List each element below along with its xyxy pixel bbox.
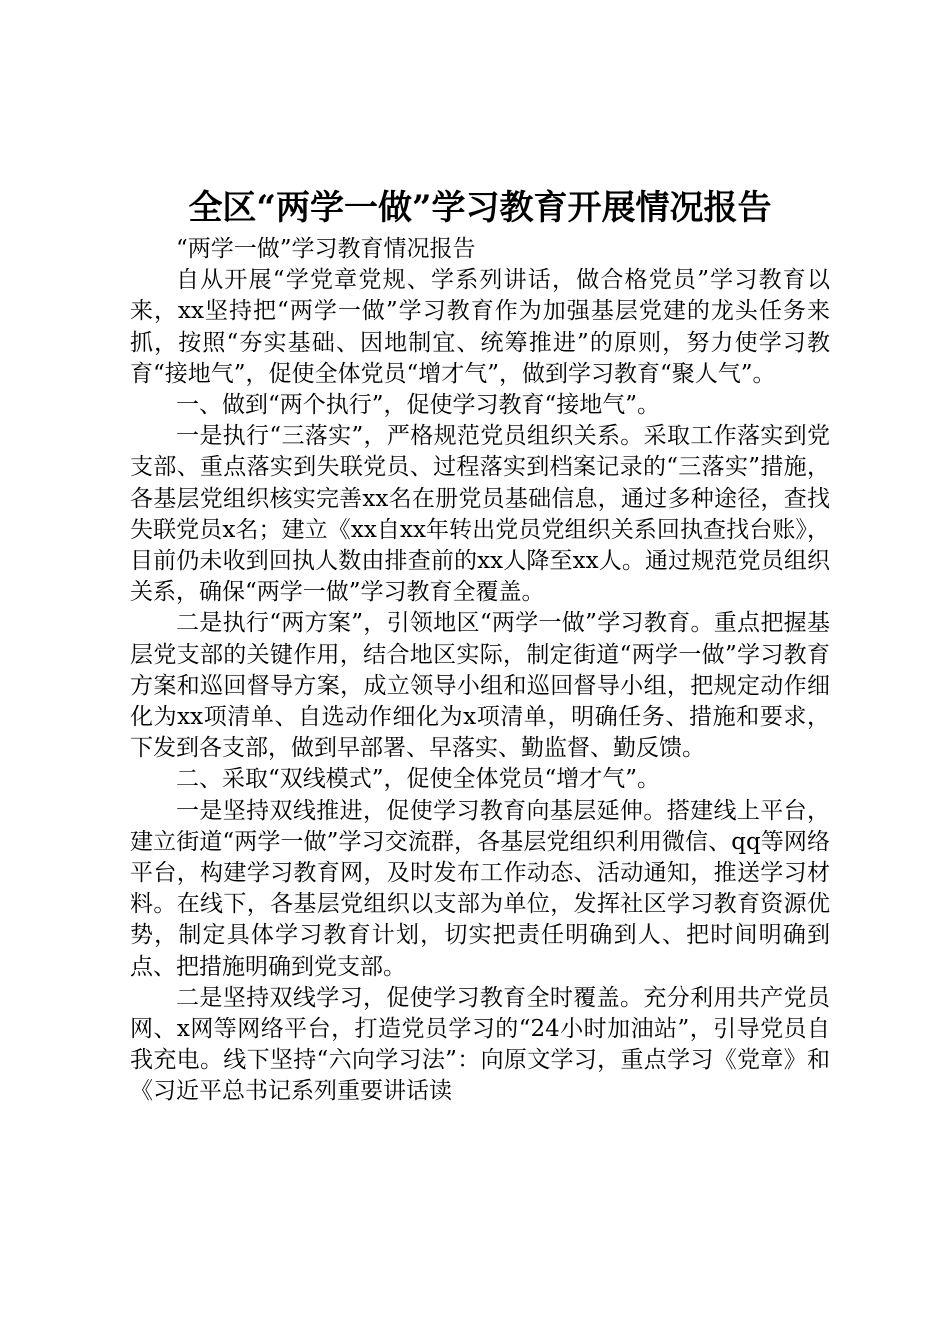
paragraph: 一是执行“三落实”，严格规范党员组织关系。采取工作落实到党支部、重点落实到失联党员、过程落实到档案记录的“三落实”措施，各基层党组织核实完善xx名在册党员基础信息，通过多种途径，查找失联党员x名；建立《xx自xx年转出党员党组织关系回执查找台账》，目前仍未收到回执人数由排查前的xx人降至xx人。通过规范党员组织关系，确保“两学一做”学习教育全覆盖。 [130, 423, 830, 606]
paragraph: 二是坚持双线学习，促使学习教育全时覆盖。充分利用共产党员网、x网等网络平台，打造党员学习的“24小时加油站”，引导党员自我充电。线下坚持“六向学习法”：向原文学习，重点学习《党章》和《习近平总书记系列重要讲话读 [130, 984, 830, 1105]
paragraph: 一是坚持双线推进，促使学习教育向基层延伸。搭建线上平台，建立街道“两学一做”学习交流群，各基层党组织利用微信、qq等网络平台，构建学习教育网，及时发布工作动态、活动通知，推送学习材料。在线下，各基层党组织以支部为单位，发挥社区学习教育资源优势，制定具体学习教育计划，切实把责任明确到人、把时间明确到点、把措施明确到党支部。 [130, 797, 830, 980]
section-heading-1: 一、做到“两个执行”，促使学习教育“接地气”。 [176, 392, 661, 419]
paragraph-intro: 自从开展“学党章党规、学系列讲话，做合格党员”学习教育以来，xx坚持把“两学一做”学习教育作为加强基层党建的龙头任务来抓，按照“夯实基础、因地制宜、统筹推进”的原则，努力使学习教育“接地气”，促使全体党员“增才气”，做到学习教育“聚人气”。 [130, 267, 830, 387]
document-title: 全区“两学一做”学习教育开展情况报告 [188, 188, 772, 228]
paragraph-subtitle: “两学一做”学习教育情况报告 [176, 236, 476, 262]
paragraph: 二是执行“两方案”，引领地区“两学一做”学习教育。重点把握基层党支部的关键作用，结合地区实际，制定街道“两学一做”学习教育方案和巡回督导方案，成立领导小组和巡回督导小组，把规定动作细化为xx项清单、自选动作细化为x项清单，明确任务、措施和要求，下发到各支部，做到早部署、早落实、勤监督、勤反馈。 [130, 610, 830, 762]
document-body [130, 234, 830, 1108]
section-heading-2: 二、采取“双线模式”，促使全体党员“增才气”。 [176, 766, 661, 793]
